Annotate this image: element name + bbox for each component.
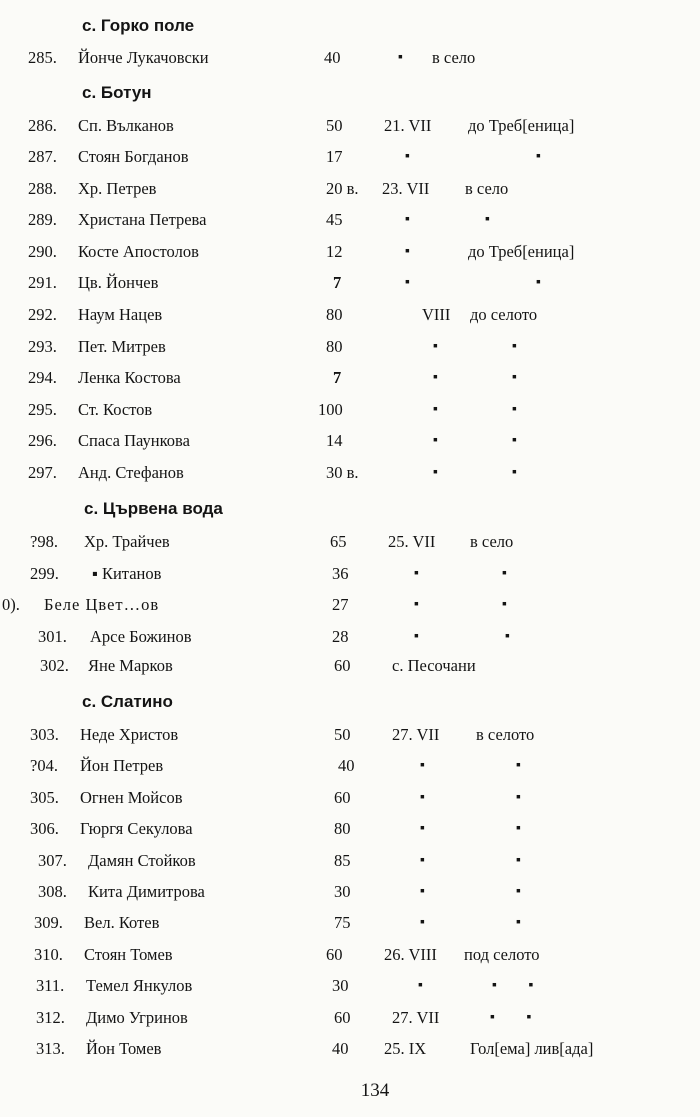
person-name: Хр. Петрев: [78, 179, 157, 198]
place-cell: ▪: [516, 884, 521, 899]
person-age: 45: [326, 210, 343, 229]
person-age: 60: [326, 945, 343, 964]
section-heading: с. Горко поле: [82, 16, 195, 35]
row-number: 0).: [2, 595, 20, 614]
place-cell: ▪: [512, 339, 517, 354]
person-name: Беле Цвет…ов: [44, 595, 160, 614]
place-cell: ▪: [512, 465, 517, 480]
person-age: 80: [326, 337, 343, 356]
date-cell: ▪: [420, 790, 425, 805]
row-number: ?04.: [30, 756, 58, 775]
table-row: [0, 206, 700, 234]
date-cell: ▪: [414, 597, 419, 612]
person-age: 17: [326, 147, 343, 166]
person-name: Огнен Мойсов: [80, 788, 183, 807]
person-name: Ст. Костов: [78, 400, 153, 419]
table-row: [0, 560, 700, 588]
place-cell: ▪: [536, 275, 541, 290]
person-name: Яне Марков: [88, 656, 173, 675]
place-cell: ▪: [512, 370, 517, 385]
date-cell: ▪: [405, 244, 410, 259]
row-number: 292.: [28, 305, 57, 324]
table-row: [0, 528, 700, 556]
section-heading: с. Ботун: [82, 83, 152, 102]
place-cell: ▪: [485, 212, 490, 227]
person-name: Арсе Божинов: [90, 627, 192, 646]
person-age: 30 в.: [326, 463, 359, 482]
person-name: Темел Янкулов: [86, 976, 193, 995]
person-name: Косте Апостолов: [78, 242, 199, 261]
table-row: [0, 175, 700, 203]
row-number: 285.: [28, 48, 57, 67]
table-row: [0, 721, 700, 749]
row-number: 288.: [28, 179, 57, 198]
row-number: 310.: [34, 945, 63, 964]
place-cell: ▪: [516, 853, 521, 868]
person-name: Дамян Стойков: [88, 851, 196, 870]
row-number: 312.: [36, 1008, 65, 1027]
person-name: Йон Петрев: [80, 756, 164, 775]
table-row: [0, 784, 700, 812]
place-cell: до Треб[еница]: [468, 242, 575, 261]
row-number: 289.: [28, 210, 57, 229]
table-row: [0, 364, 700, 392]
table-row: [0, 815, 700, 843]
date-cell: ▪: [418, 978, 423, 993]
person-age: 28: [332, 627, 349, 646]
place-cell: в село: [432, 48, 476, 67]
row-number: 286.: [28, 116, 57, 135]
row-number: 308.: [38, 882, 67, 901]
date-cell: ▪: [420, 884, 425, 899]
table-row: [0, 112, 700, 140]
date-cell: 21. VII: [384, 116, 432, 135]
row-number: 305.: [30, 788, 59, 807]
date-cell: ▪: [405, 275, 410, 290]
table-row: [0, 44, 700, 72]
person-age: 50: [334, 725, 351, 744]
person-age: 36: [332, 564, 349, 583]
person-age: 60: [334, 788, 351, 807]
date-cell: ▪: [405, 149, 410, 164]
table-row: [0, 847, 700, 875]
row-number: 313.: [36, 1039, 65, 1058]
row-number: 307.: [38, 851, 67, 870]
place-cell: ▪: [502, 566, 507, 581]
place-cell: ▪: [536, 149, 541, 164]
table-row: [0, 301, 700, 329]
person-age: 80: [334, 819, 351, 838]
table-row: [0, 909, 700, 937]
date-cell: VIII: [422, 305, 451, 324]
person-name: Наум Нацев: [78, 305, 163, 324]
page-number: 134: [360, 1080, 390, 1101]
date-cell: 27. VII: [392, 1008, 440, 1027]
place-cell: ▪: [516, 790, 521, 805]
date-cell: ▪: [433, 433, 438, 448]
table-row: [0, 623, 700, 651]
place-cell: ▪: [516, 821, 521, 836]
person-age: 7: [333, 273, 342, 292]
row-number: 287.: [28, 147, 57, 166]
table-row: [0, 972, 700, 1000]
place-cell: ▪: [512, 433, 517, 448]
table-row: [0, 878, 700, 906]
row-number: 296.: [28, 431, 57, 450]
row-number: 294.: [28, 368, 57, 387]
table-row: [0, 333, 700, 361]
date-cell: 26. VIII: [384, 945, 437, 964]
place-cell: ▪: [502, 597, 507, 612]
person-age: 100: [318, 400, 343, 419]
date-cell: ▪: [420, 758, 425, 773]
table-row: [0, 941, 700, 969]
person-age: 30: [332, 976, 349, 995]
person-name: Анд. Стефанов: [78, 463, 184, 482]
table-row: [0, 269, 700, 297]
table-row: [0, 238, 700, 266]
place-cell: до селото: [470, 305, 538, 324]
date-cell: ▪: [433, 402, 438, 417]
place-cell: в село: [465, 179, 509, 198]
place-cell: ▪: [516, 758, 521, 773]
person-name: Сп. Вълканов: [78, 116, 174, 135]
person-age: 20 в.: [326, 179, 359, 198]
place-cell: ▪: [516, 915, 521, 930]
table-row: [0, 143, 700, 171]
person-age: 7: [333, 368, 342, 387]
date-cell: 25. IX: [384, 1039, 427, 1058]
table-row: [0, 752, 700, 780]
person-name: Димо Угринов: [86, 1008, 188, 1027]
person-name: Йонче Лукачовски: [78, 48, 209, 67]
date-cell: 25. VII: [388, 532, 436, 551]
row-number: 290.: [28, 242, 57, 261]
date-cell: ▪: [414, 566, 419, 581]
place-cell: ▪: [505, 629, 510, 644]
person-name: Кита Димитрова: [88, 882, 205, 901]
person-name: Йон Томев: [86, 1039, 162, 1058]
row-number: 303.: [30, 725, 59, 744]
place-cell: ▪ ▪: [490, 1010, 546, 1025]
place-cell: Гол[ема] лив[ада]: [470, 1039, 594, 1058]
date-cell: ▪: [433, 465, 438, 480]
place-cell: до Треб[еница]: [468, 116, 575, 135]
person-name: Пет. Митрев: [78, 337, 166, 356]
person-name: Вел. Котев: [84, 913, 160, 932]
table-row: [0, 652, 700, 680]
row-number: 297.: [28, 463, 57, 482]
table-row: [0, 427, 700, 455]
person-name: Гюргя Секулова: [80, 819, 193, 838]
row-number: 299.: [30, 564, 59, 583]
date-cell: ▪: [414, 629, 419, 644]
row-number: 311.: [36, 976, 65, 995]
row-number: 301.: [38, 627, 67, 646]
row-number: ?98.: [30, 532, 58, 551]
date-cell: с. Песочани: [392, 656, 476, 675]
table-row: [0, 459, 700, 487]
row-number: 309.: [34, 913, 63, 932]
section-heading: с. Слатино: [82, 692, 173, 711]
row-number: 295.: [28, 400, 57, 419]
date-cell: ▪: [398, 50, 403, 65]
person-name: Неде Христов: [80, 725, 179, 744]
person-name: Ленка Костова: [78, 368, 181, 387]
date-cell: ▪: [420, 915, 425, 930]
person-age: 12: [326, 242, 343, 261]
person-age: 85: [334, 851, 351, 870]
date-cell: 23. VII: [382, 179, 430, 198]
person-age: 14: [326, 431, 343, 450]
place-cell: в селото: [476, 725, 535, 744]
person-age: 40: [338, 756, 355, 775]
place-cell: в село: [470, 532, 514, 551]
person-name: Цв. Йончев: [78, 273, 159, 292]
date-cell: ▪: [420, 853, 425, 868]
person-age: 27: [332, 595, 349, 614]
row-number: 291.: [28, 273, 57, 292]
table-row: [0, 396, 700, 424]
date-cell: ▪: [433, 370, 438, 385]
place-cell: под селото: [464, 945, 540, 964]
person-age: 65: [330, 532, 347, 551]
person-name: ▪ Китанов: [92, 564, 162, 583]
person-age: 60: [334, 1008, 351, 1027]
table-row: [0, 1035, 700, 1063]
person-name: Хр. Трайчев: [84, 532, 170, 551]
person-name: Христана Петрева: [78, 210, 207, 229]
date-cell: ▪: [405, 212, 410, 227]
person-age: 40: [324, 48, 341, 67]
row-number: 302.: [40, 656, 69, 675]
row-number: 306.: [30, 819, 59, 838]
row-number: 293.: [28, 337, 57, 356]
section-heading: с. Цървена вода: [84, 499, 223, 518]
person-age: 40: [332, 1039, 349, 1058]
person-age: 80: [326, 305, 343, 324]
person-name: Спаса Паункова: [78, 431, 190, 450]
person-age: 60: [334, 656, 351, 675]
person-name: Стоян Богданов: [78, 147, 189, 166]
date-cell: ▪: [433, 339, 438, 354]
date-cell: 27. VII: [392, 725, 440, 744]
person-age: 30: [334, 882, 351, 901]
place-cell: ▪ ▪: [492, 978, 548, 993]
place-cell: ▪: [512, 402, 517, 417]
date-cell: ▪: [420, 821, 425, 836]
table-row: [0, 591, 700, 619]
person-name: Стоян Томев: [84, 945, 173, 964]
person-age: 50: [326, 116, 343, 135]
person-age: 75: [334, 913, 351, 932]
table-row: [0, 1004, 700, 1032]
